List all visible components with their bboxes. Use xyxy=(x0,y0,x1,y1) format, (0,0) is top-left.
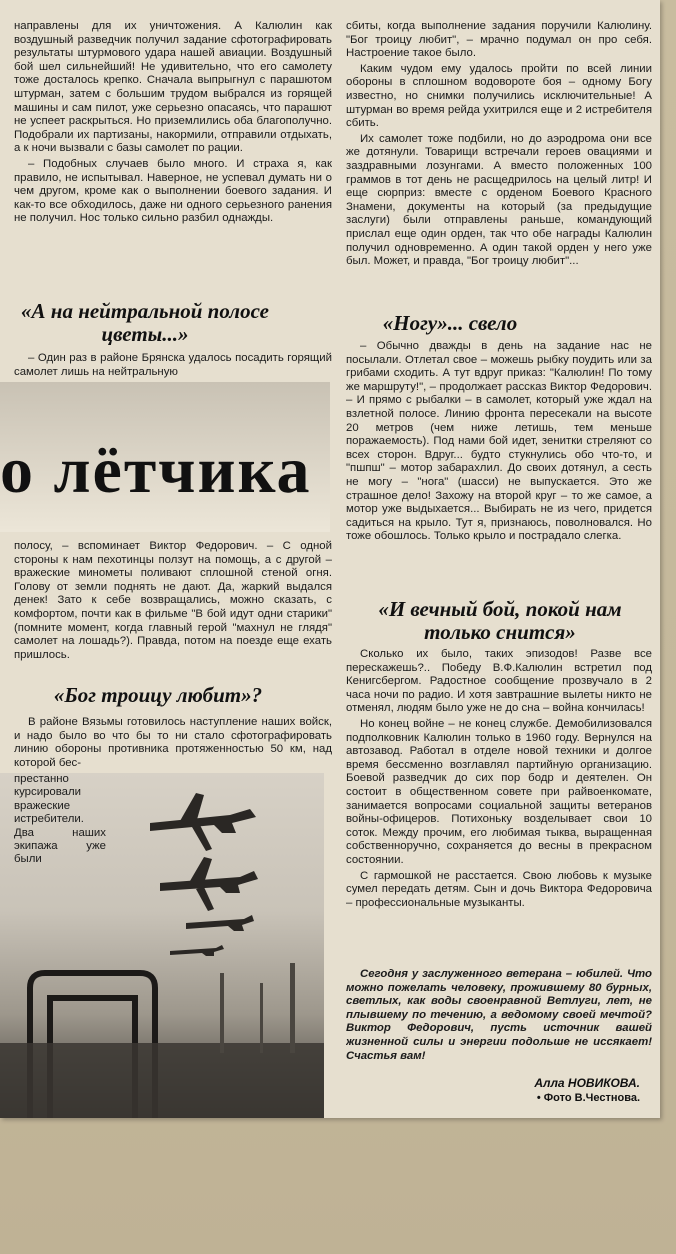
paragraph: Но конец войне – не конец службе. Демобилизовался подполковник Калюлин только в 1960 году. Вернулся на автозавод. Работал в отделе новой техники и долгое время бессменно возглавлял партийную организацию. Боевой разведчик до сих пор бодр и деятелен. Он состоит в общественном совете при райвоенкомате, занимается вопросами социальной защиты ветеранов войны-офицеров. Потихоньку возделывает свои 10 соток. Между прочим, его любимая тыква, выращенная собственноручно, сохраняется до весны в прекрасном состоянии. xyxy=(346,717,652,866)
paragraph: Каким чудом ему удалось пройти по всей линии обороны в сплошном водовороте боя – одному Богу известно, но снимки получились исключительные! А штурман во время рейда ухитрился еще и 2 истребителя сбить. xyxy=(346,62,652,130)
paragraph: – Подобных случаев было много. И страха я, как правило, не испытывал. Наверное, не успевал думать ни о чем другом, кроме как о выполнении боевого задания. И как-то все обходилось, даже ни одного серьезного ранения не получил. Нос только сильно разбил однажды. xyxy=(14,157,332,225)
title-banner xyxy=(0,382,330,532)
paragraph: сбиты, когда выполнение задания поручили Калюлину. "Бог троицу любит", – мрачно подумал он про себя. Настроение такое было. xyxy=(346,20,652,60)
paragraph: – Обычно дважды в день на задание нас не посылали. Отлетал свое – можешь рыбку поудить или за грибами сходить. А тут вдруг приказ: "Калюлин! По тому же маршруту!", – продолжает рассказ Виктор Федорович. – И прямо с рыбалки – в самолет, который уже ждал на взлетной полосе. Линию фронта пересекали на высоте 20 метров (чем ниже летишь, тем меньше поражаемость). Под нами бой идет, зенитки стреляют со всех сторон. Вдруг... будто стукнулись обо что-то, и "пшпш" – мотор забарахлил. До своих дотянул, а сесть не могу – "нога" (шасси) не выпускается. Это же страшное дело! Захожу на второй круг – то же самое, а мотор уже выдыхается... Выбирать не из чего, придется садиться на крыло. Тут я, признаюсь, поволновался. Но тоже обошлось. Только крыло и пострадало слегка. xyxy=(346,340,652,543)
column-top-left xyxy=(14,20,332,290)
author-signature: Алла НОВИКОВА. xyxy=(534,1076,640,1090)
paragraph: Сколько их было, таких эпизодов! Разве все перескажешь?.. Победу В.Ф.Калюлин встретил под Кенигсбергом. Радостное сообщение прозвучало в 2 часа ночи по радио. И хотя завтрашние вылеты никто не отменял, людям было уже не до сна – война кончилась! xyxy=(346,648,652,715)
column-mid-left-top xyxy=(14,352,332,380)
column-closing xyxy=(346,968,652,1070)
paragraph: полосу, – вспоминает Виктор Федорович. – С одной стороны к нам пехотинцы ползут на помощь, а с другой – вражеские минометы поливают сплошной стеной огня. Голову от земли поднять не дают. Да, жаркий выдался денек! Зато к себе возвращались, можно сказать, с комфортом, почти как в фильме "В бой идут одни старики" (помните момент, когда главный герой "махнул не глядя" самолет на лошадь?). Правда, потом на поезде еще ехать пришлось. xyxy=(14,540,332,661)
paragraph: В районе Вязьмы готовилось наступление наших войск, и надо было во что бы то ни стало сфотографировать линию обороны противника протяженностью 50 км, над которой бес- xyxy=(14,716,332,769)
paragraph: направлены для их уничтожения. А Калюлин как воздушный разведчик получил задание сфотографировать результаты штурмового удара нашей авиации. Воздушный бой шел сильнейший! Не удивительно, что его самолету тоже досталось крепко. Сначала выпрыгнул с парашютом штурман, затем с большим трудом выбрался из горящей машины и сам пилот, уже серьезно опасаясь, что парашют не успеет раскрыться. Но приземлились оба благополучно. Подобрали их партизаны, накормили, отправили отдыхать, а к ночи вызвали с базы самолет по рации. xyxy=(14,20,332,155)
closing-paragraph: Сегодня у заслуженного ветерана – юбилей. Что можно пожелать человеку, прожившему 80 бурных, светлых, как воды своенравной Ветлуги, лет, не плывшему по течению, а ведомому своей мечтой? Виктор Федорович, пусть источник вашей жизненной силы и энергии подольше не иссякает! Счастья вам! xyxy=(346,968,652,1062)
column-photo-wrap xyxy=(14,773,106,873)
column-mid-right xyxy=(346,340,652,596)
column-bottom-right xyxy=(346,648,652,978)
paragraph: Их самолет тоже подбили, но до аэродрома они все же дотянули. Товарищи встречали героев овациями и заздравными лозунгами. А вместо положенных 100 граммов в тот день не расщедрилось на целый литр! И еще сюрприз: вместе с орденом Боевого Красного Знамени, документы на который (за предыдущие заслуги) были отправлены раньше, командующий прислал еще один орден, так что обе награды Калюлин получил одновременно. А один такой орден у него уже был. Может, и правда, "Бог троицу любит"... xyxy=(346,132,652,268)
heading-neutral-zone: «А на нейтральной полосе цветы...» xyxy=(21,299,269,346)
heading-trinity: «Бог троицу любит»? xyxy=(53,683,263,707)
column-top-right xyxy=(346,20,652,308)
heading-eternal-fight: «И вечный бой, покой нам только снится» xyxy=(378,597,622,644)
heading-leg-cramp: «Ногу»... свело xyxy=(382,311,518,335)
paragraph: С гармошкой не расстается. Свою любовь к музыке сумел передать детям. Сын и дочь Виктора Федоровича – профессиональные музыканты. xyxy=(346,869,652,909)
column-bottom-left xyxy=(14,716,332,772)
paragraph: – Один раз в районе Брянска удалось посадить горящий самолет лишь на нейтральную xyxy=(14,352,332,378)
column-mid-left xyxy=(14,540,332,680)
paragraph: престанно курсировали вражеские истребители. Два наших экипажа уже были xyxy=(14,773,106,866)
article-title: о лётчика xyxy=(0,434,312,507)
photo-credit: • Фото В.Честнова. xyxy=(536,1092,640,1104)
